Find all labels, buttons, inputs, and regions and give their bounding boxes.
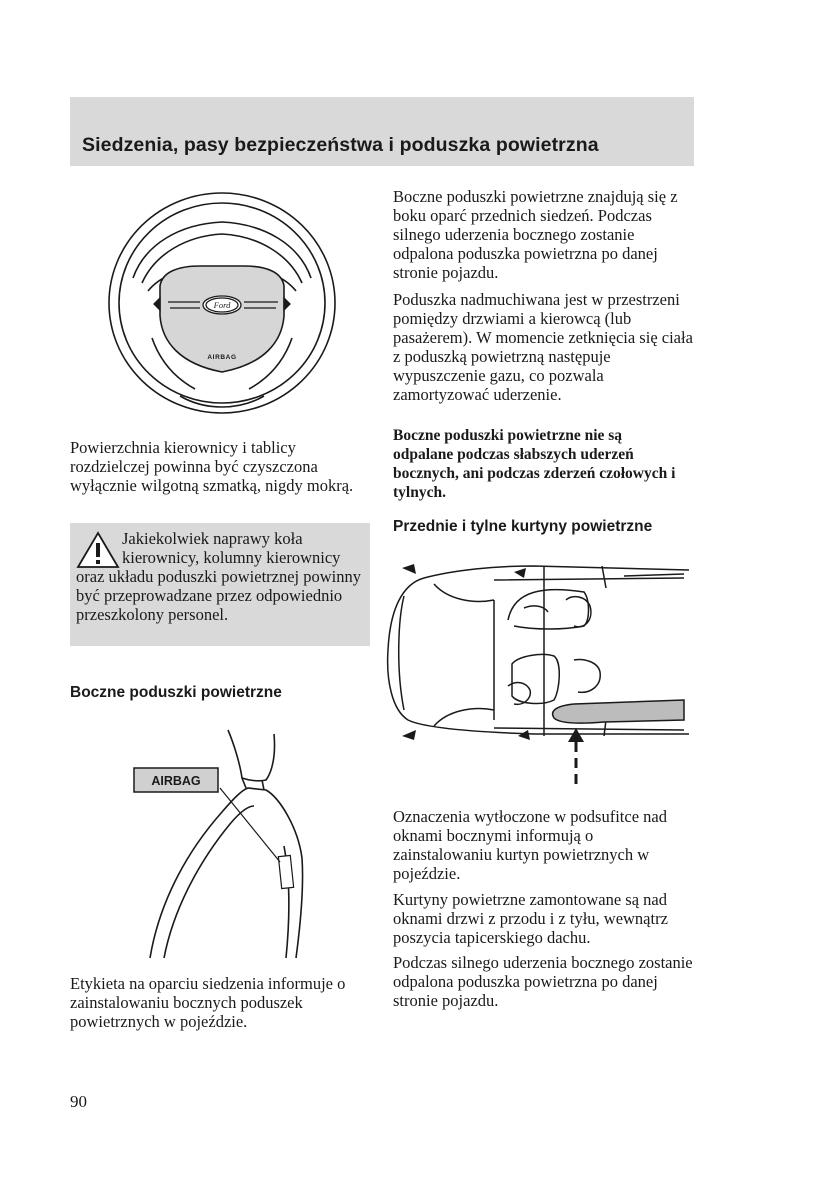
seat-label-figure [130, 728, 310, 960]
side-airbags-bold-note: Boczne poduszki powietrzne nie są odpalane podczas słabszych uderzeń bocznych, ani podczas zderzeń czołowych i tylnych. [393, 427, 676, 501]
seat-label-paragraph: Etykieta na oparciu siedzenia informuje o zainstalowaniu bocznych poduszek powietrznych w pojeździe. [70, 974, 346, 1031]
side-airbags-location-paragraph: Boczne poduszki powietrzne znajdują się z boku oparć przednich siedzeń. Podczas silnego uderzenia bocznego zostanie odpalona poduszka powietrzna po danej stronie pojazdu. [393, 187, 678, 282]
impact-arrow-head [568, 728, 584, 742]
curtains-marking-paragraph: Oznaczenia wytłoczone w podsufitce nad oknami bocznymi informują o zainstalowaniu kurtyn powietrznych w pojeździe. [393, 807, 667, 883]
car-curtain-airbag-figure [384, 560, 690, 792]
curtains-deployment-paragraph: Podczas silnego uderzenia bocznego zostanie odpalona poduszka powietrzna po danej stronie pojazdu. [393, 953, 693, 1010]
wheel-airbag-text: AIRBAG [207, 354, 237, 361]
curtains-location-paragraph: Kurtyny powietrzne zamontowane są nad oknami drzwi z przodu i z tyłu, wewnątrz poszycia tapicerskiego dachu. [393, 890, 668, 947]
side-airbags-heading: Boczne poduszki powietrzne [70, 684, 282, 701]
seat-label-tag [278, 855, 293, 888]
side-airbags-inflation-paragraph: Poduszka nadmuchiwana jest w przestrzeni pomiędzy drzwiami a kierowcą (lub pasażerem). W momencie zetknięcia się ciała z poduszką powietrzną następuje wypuszczenie gazu, co pozwala zamortyzować uderzenie. [393, 290, 693, 404]
ford-badge-text: Ford [213, 300, 231, 310]
warning-text: Jakiekolwiek naprawy koła kierownicy, kolumny kierownicy oraz układu poduszki powietrznej powinny być przeprowadzane przez odpowiednio przeszkolony personel. [76, 529, 362, 624]
curtains-heading: Przednie i tylne kurtyny powietrzne [393, 518, 653, 535]
section-title: Siedzenia, pasy bezpieczeństwa i poduszka powietrzna [82, 134, 599, 156]
steering-wheel-figure [100, 186, 345, 421]
warning-box [70, 523, 370, 646]
curtain-airbag-shape [553, 700, 684, 723]
wheel-cleaning-paragraph: Powierzchnia kierownicy i tablicy rozdzielczej powinna być czyszczona wyłącznie wilgotną szmatką, nigdy mokrą. [70, 438, 354, 495]
page-number: 90 [70, 1092, 87, 1111]
section-header-bar [70, 97, 694, 166]
seat-airbag-label: AIRBAG [151, 774, 201, 788]
